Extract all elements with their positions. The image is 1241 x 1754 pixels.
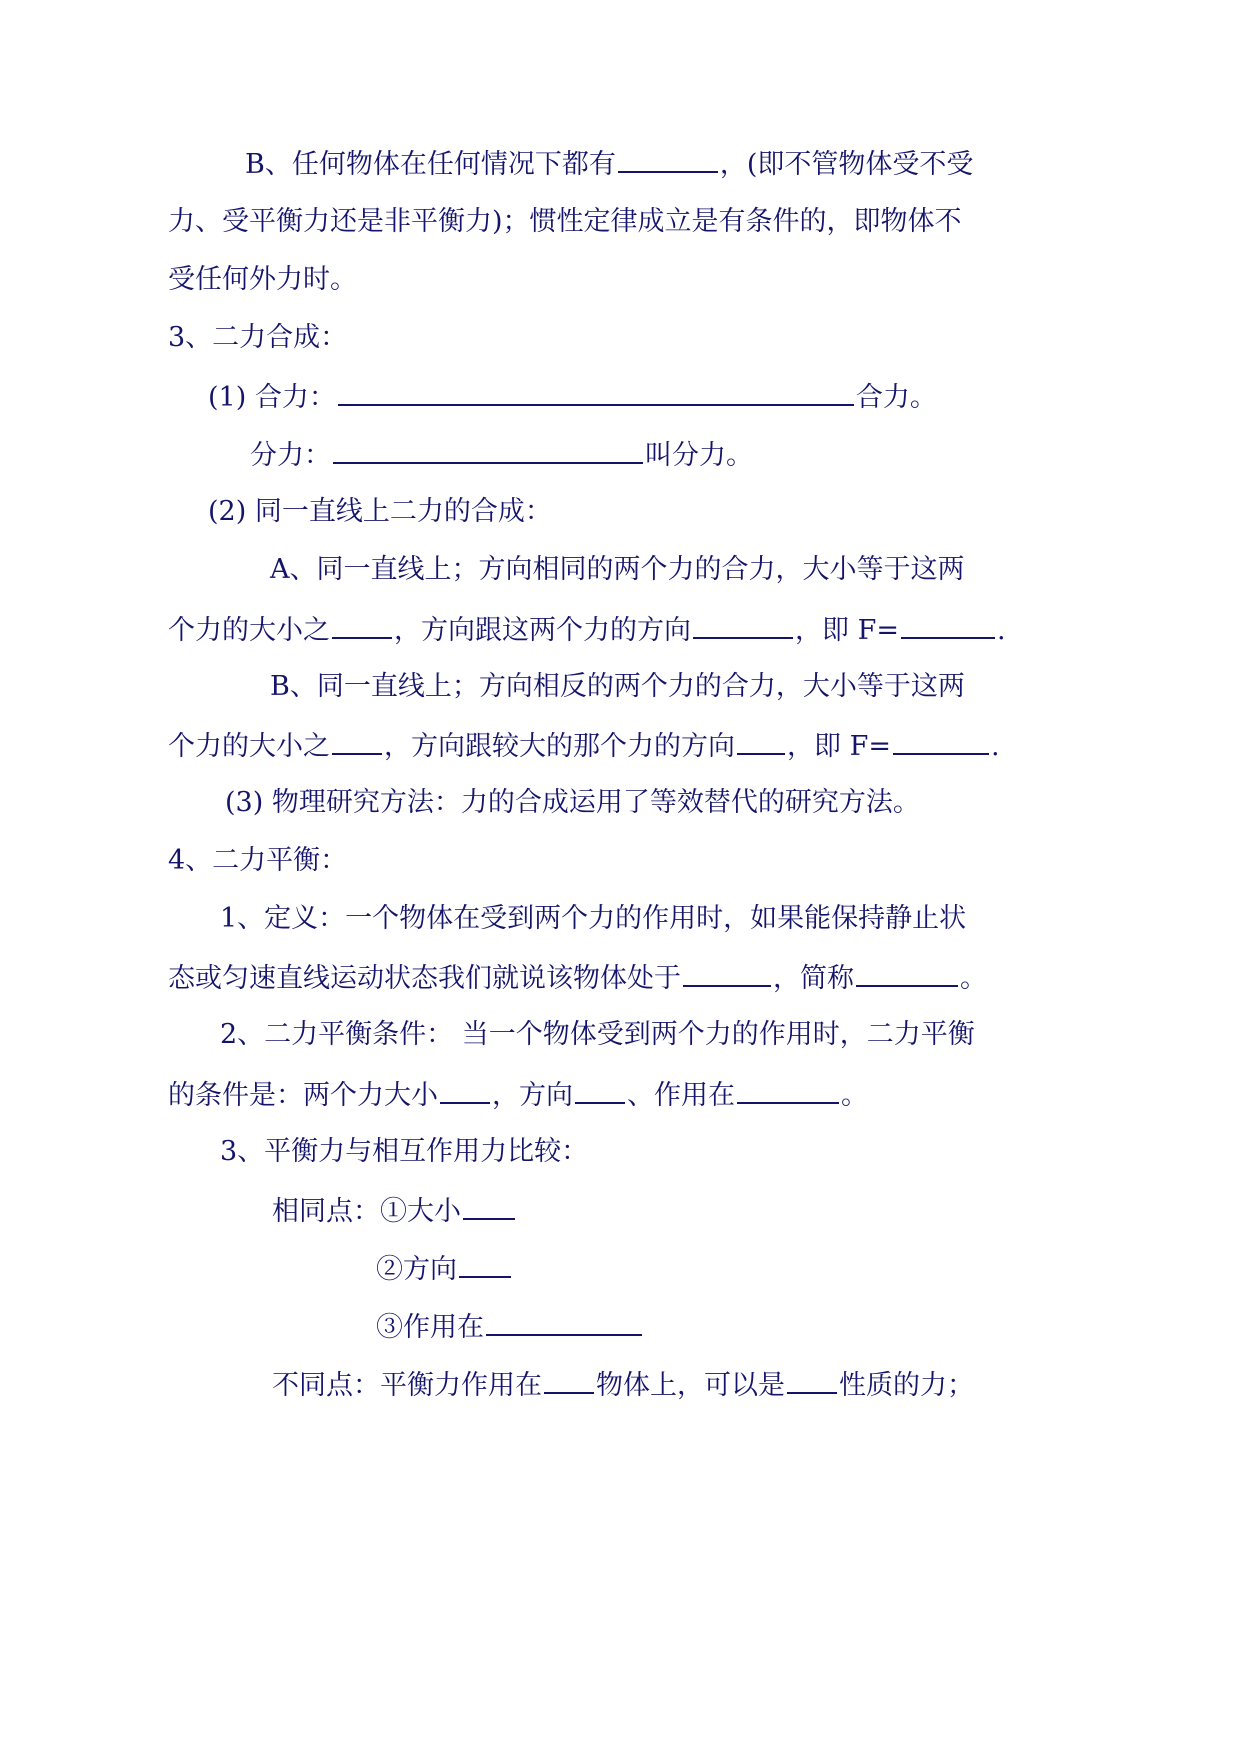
fill-blank[interactable] [486, 1306, 642, 1336]
fill-blank[interactable] [544, 1364, 594, 1394]
text-span: 3、二力合成： [168, 322, 348, 353]
text-line [220, 1132, 588, 1172]
text-line [270, 667, 965, 707]
text-span: 分力： [250, 440, 331, 471]
fill-blank[interactable] [901, 609, 995, 639]
text-span: ，方向跟这两个力的方向 [394, 615, 691, 646]
text-line [245, 143, 973, 183]
text-span: 4、二力平衡： [168, 845, 348, 876]
text-span: ②方向 [376, 1254, 457, 1285]
text-span: 力、受平衡力还是非平衡力)；惯性定律成立是有条件的，即物体不 [168, 206, 962, 237]
fill-blank[interactable] [787, 1364, 837, 1394]
text-span: 2、二力平衡条件： 当一个物体受到两个力的作用时，二力平衡 [220, 1019, 975, 1050]
text-line [168, 1074, 868, 1114]
text-span: 3、平衡力与相互作用力比较： [220, 1136, 589, 1167]
text-span: (1) 合力： [208, 382, 336, 413]
text-span: 物体上，可以是 [596, 1370, 785, 1401]
text-span: 1、定义：一个物体在受到两个力的作用时，如果能保持静止状 [220, 903, 967, 934]
text-span: . [990, 731, 1000, 762]
section-heading [168, 841, 347, 881]
fill-blank[interactable] [737, 1074, 839, 1104]
fill-blank[interactable] [459, 1248, 511, 1278]
fill-blank[interactable] [333, 434, 643, 464]
text-span: ，方向跟较大的那个力的方向 [384, 731, 735, 762]
text-line [376, 1306, 644, 1346]
text-span: ，即 F= [795, 615, 899, 646]
text-line [168, 260, 357, 300]
text-span: 叫分力。 [645, 440, 753, 471]
text-span: 个力的大小之 [168, 615, 330, 646]
text-line [376, 1248, 513, 1288]
fill-blank[interactable] [463, 1190, 515, 1220]
text-line [168, 725, 1000, 765]
text-span: 、作用在 [627, 1080, 735, 1111]
fill-blank[interactable] [332, 609, 392, 639]
text-line [250, 434, 753, 474]
fill-blank[interactable] [440, 1074, 490, 1104]
fill-blank[interactable] [575, 1074, 625, 1104]
text-line [168, 609, 1006, 649]
text-span: ，(即不管物体受不受 [719, 149, 974, 180]
text-span: A、同一直线上；方向相同的两个力的合力，大小等于这两 [270, 554, 965, 585]
text-line [220, 1015, 975, 1055]
text-span: 态或匀速直线运动状态我们就说该物体处于 [168, 963, 681, 994]
text-line [168, 957, 987, 997]
fill-blank[interactable] [338, 376, 854, 406]
text-line [225, 783, 920, 823]
fill-blank[interactable] [856, 957, 958, 987]
fill-blank[interactable] [737, 725, 785, 755]
text-line [270, 550, 965, 590]
text-span: 相同点：①大小 [272, 1196, 461, 1227]
text-line [208, 492, 552, 532]
text-line [220, 899, 966, 939]
text-span: ，即 F= [787, 731, 891, 762]
text-span: B、任何物体在任何情况下都有 [245, 149, 616, 180]
text-span: 合力。 [855, 382, 937, 413]
text-span: (2) 同一直线上二力的合成： [208, 496, 552, 527]
text-span: 不同点：平衡力作用在 [272, 1370, 542, 1401]
text-span: 个力的大小之 [168, 731, 330, 762]
text-span: 受任何外力时。 [168, 264, 357, 295]
text-span: 。 [841, 1080, 868, 1111]
fill-blank[interactable] [618, 143, 718, 173]
section-heading [168, 318, 347, 358]
text-line [168, 202, 962, 242]
text-span: B、同一直线上；方向相反的两个力的合力，大小等于这两 [270, 671, 965, 702]
text-span: ，简称 [773, 963, 854, 994]
text-span: 。 [960, 963, 987, 994]
text-span: 性质的力； [839, 1370, 974, 1401]
text-line [272, 1364, 974, 1404]
text-span: . [996, 615, 1006, 646]
fill-blank[interactable] [893, 725, 989, 755]
text-span: 的条件是：两个力大小 [168, 1080, 438, 1111]
fill-blank[interactable] [683, 957, 771, 987]
text-line [272, 1190, 517, 1230]
text-line [208, 376, 937, 416]
fill-blank[interactable] [332, 725, 382, 755]
text-span: ③作用在 [376, 1312, 484, 1343]
text-span: (3) 物理研究方法：力的合成运用了等效替代的研究方法。 [225, 787, 920, 818]
text-span: ，方向 [492, 1080, 573, 1111]
fill-blank[interactable] [693, 609, 793, 639]
